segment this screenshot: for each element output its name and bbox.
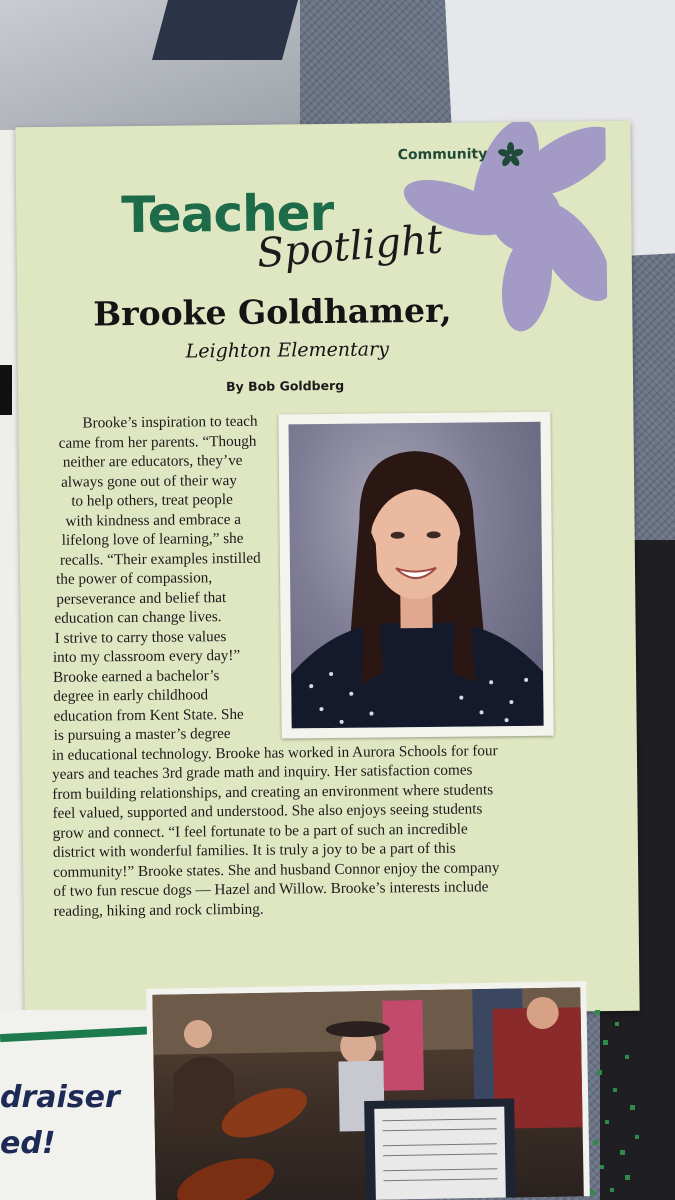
orchestra-illustration <box>152 987 590 1200</box>
body-line: community!” Brooke states. She and husband Connor enjoy the company <box>53 858 500 881</box>
body-line: from building relationships, and creating an environment where students <box>52 780 494 803</box>
body-line: is pursuing a master’s degree <box>53 725 231 744</box>
title-spotlight: Spotlight <box>255 216 445 278</box>
body-line: neither are educators, they’ve <box>62 451 243 471</box>
body-line: I strive to carry those values <box>54 627 227 647</box>
body-line: into my classroom every day!” <box>52 646 241 666</box>
body-line: reading, hiking and rock climbing. <box>53 900 264 920</box>
body-line: education can change lives. <box>54 608 222 627</box>
byline: By Bob Goldberg <box>226 377 345 395</box>
body-line: feel valued, supported and understood. She also enjoys seeing students <box>52 800 483 822</box>
body-line: the power of compassion, <box>56 569 213 588</box>
body-line: Brooke earned a bachelor’s <box>53 666 220 686</box>
body-line: came from her parents. “Though <box>58 432 257 452</box>
body-line: lifelong love of learning,” she <box>61 529 244 549</box>
magazine-page <box>15 121 639 1017</box>
body-line: grow and connect. “I feel fortunate to be a part of such an incredible <box>52 820 468 842</box>
body-line: recalls. “Their examples instilled <box>59 549 261 569</box>
body-line: education from Kent State. She <box>53 705 244 725</box>
section-label: Community <box>397 146 488 164</box>
body-line: degree in early childhood <box>53 686 209 705</box>
body-line: district with wonderful families. It is truly a joy to be a part of this <box>52 839 456 861</box>
body-line: of two fun rescue dogs — Hazel and Willow. Brooke’s interests include <box>53 878 489 900</box>
adjacent-headline <box>0 1075 120 1167</box>
background-paper-print <box>152 0 298 60</box>
orchestra-photo <box>146 981 590 1200</box>
green-stripe <box>0 1026 160 1042</box>
adjacent-headline-line: draiser <box>0 1080 120 1115</box>
body-line: always gone out of their way <box>60 471 238 491</box>
adjacent-headline-line: ed! <box>0 1126 56 1161</box>
body-line: Brooke’s inspiration to teach <box>82 412 258 432</box>
body-line: years and teaches 3rd grade math and inquiry. Her satisfaction comes <box>52 761 473 783</box>
body-line: perseverance and belief that <box>56 588 227 608</box>
person-name: Brooke Goldhamer, <box>93 290 452 334</box>
title-teacher: Teacher <box>120 183 334 245</box>
flower-icon <box>498 142 524 168</box>
body-line: to help others, treat people <box>71 490 233 510</box>
left-page-graphic <box>0 365 12 415</box>
green-confetti-decoration <box>585 1000 675 1200</box>
school-name: Leighton Elementary <box>185 338 389 363</box>
body-line: with kindness and embrace a <box>65 510 242 530</box>
article-body <box>48 408 613 921</box>
body-line: in educational technology. Brooke has worked in Aurora Schools for four <box>51 741 498 764</box>
